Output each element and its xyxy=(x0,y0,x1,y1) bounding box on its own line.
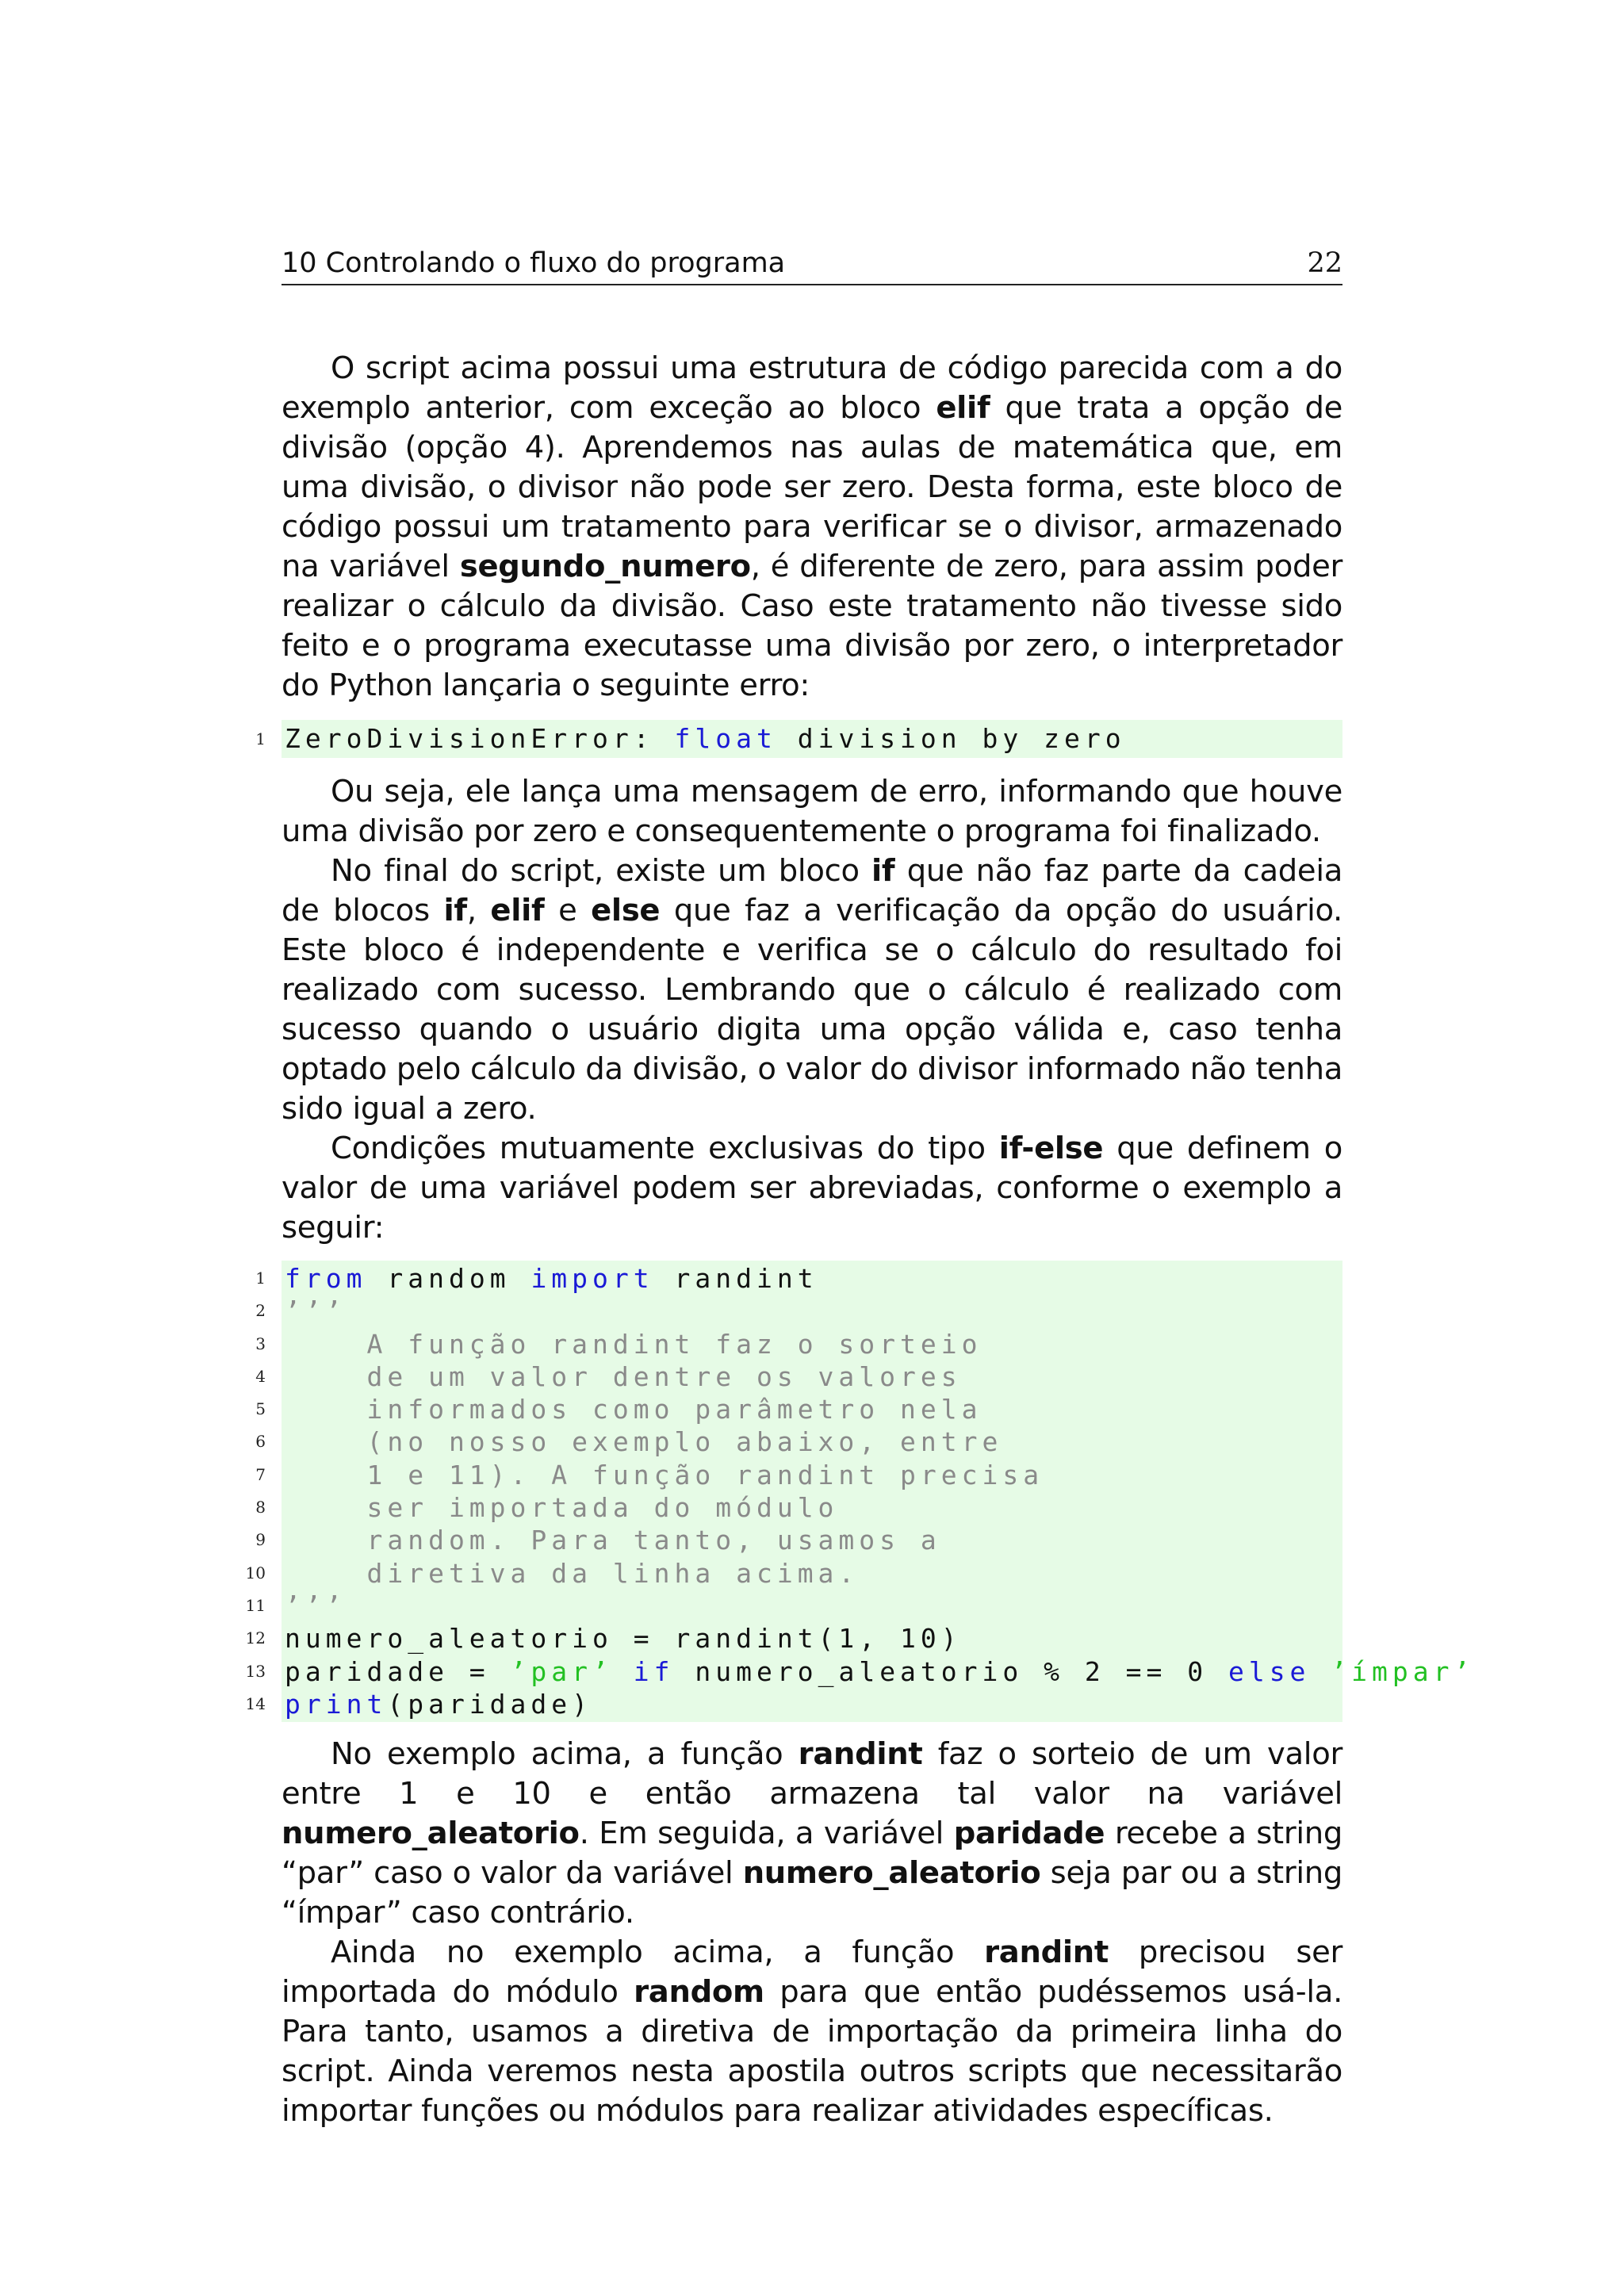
text-run: Ainda no exemplo acima, a função xyxy=(331,1934,985,1971)
line-number: 5 xyxy=(255,1399,266,1419)
code-comment: 1 e 11). A função randint precisa xyxy=(285,1459,1044,1490)
code-keyword: if xyxy=(633,1655,675,1687)
code-keyword: from xyxy=(285,1263,367,1294)
code-line xyxy=(245,1655,1475,1688)
code-text: paridade = xyxy=(285,1655,511,1687)
code-line xyxy=(255,720,1342,758)
code-keyword: else xyxy=(1228,1655,1311,1687)
line-number: 14 xyxy=(245,1693,266,1713)
keyword-if: if xyxy=(443,893,467,928)
code-text: random xyxy=(366,1263,531,1294)
paragraph-if-else xyxy=(282,1129,1342,1248)
line-number: 2 xyxy=(255,1301,266,1321)
keyword-elif: elif xyxy=(936,390,990,426)
code-keyword: float xyxy=(674,723,777,754)
variable-numero-aleatorio: numero_aleatorio xyxy=(742,1855,1041,1892)
text-run: para que então pudéssemos usá-la. Para tanto, usamos a diretiva de importação da primeira linha do script. Ainda veremos nesta apostila outros scripts que necessitarão importar funções ou módulos para realizar atividades específicas. xyxy=(282,1974,1343,2130)
code-line xyxy=(255,1295,1342,1327)
text-run: No exemplo acima, a função xyxy=(331,1736,799,1773)
code-line xyxy=(255,1524,1342,1556)
variable-paridade: paridade xyxy=(953,1816,1105,1852)
function-randint: randint xyxy=(798,1736,923,1773)
text-run: , é diferente de zero, para assim poder realizar o cálculo da divisão. Caso este tratamento não tivesse sido feito e o programa executasse uma divisão por zero, o interpretador do Python lançaria o seguinte erro: xyxy=(282,549,1343,703)
code-text: numero_aleatorio % 2 == 0 xyxy=(674,1655,1228,1687)
text-run: que faz a verificação da opção do usuário. Este bloco é independente e verifica se o cálculo do resultado foi realizado com sucesso. Lembrando que o cálculo é realizado com sucesso quando o usuário digita uma opção válida e, caso tenha optado pelo cálculo da divisão, o valor do divisor informado não tenha sido igual a zero. xyxy=(282,893,1342,1127)
code-line xyxy=(255,1491,1342,1524)
module-random: random xyxy=(634,1974,764,2011)
code-line xyxy=(245,1590,1342,1622)
line-number: 11 xyxy=(245,1595,266,1615)
code-string: ’par’ xyxy=(510,1655,613,1687)
code-text: division by zero xyxy=(797,723,1126,754)
code-line xyxy=(255,1459,1342,1491)
line-number: 1 xyxy=(255,729,266,748)
text-run: . Em seguida, a variável xyxy=(579,1816,954,1852)
variable-numero-aleatorio: numero_aleatorio xyxy=(282,1816,580,1852)
page-number: 22 xyxy=(1307,247,1342,279)
line-number: 7 xyxy=(255,1464,266,1484)
code-line xyxy=(245,1688,1342,1720)
text-run: faz o sorteio de um valor entre 1 e 10 e então armazena tal valor na variável xyxy=(282,1736,1342,1812)
text-run: Condições mutuamente exclusivas do tipo xyxy=(331,1131,999,1166)
text-run: recebe a string “par” caso o valor da variável xyxy=(282,1816,1342,1892)
line-number: 13 xyxy=(245,1661,266,1681)
code-line xyxy=(245,1622,1342,1655)
code-comment: ser importada do módulo xyxy=(285,1492,839,1524)
code-line xyxy=(255,1328,1342,1360)
code-block-error xyxy=(255,720,1342,758)
code-comment: informados como parâmetro nela xyxy=(285,1394,982,1425)
keyword-elif: elif xyxy=(490,893,545,928)
line-number: 3 xyxy=(255,1334,266,1353)
code-line xyxy=(255,1425,1342,1458)
text-run: que não faz parte da cadeia de blocos xyxy=(282,853,1343,928)
line-number: 1 xyxy=(255,1269,266,1288)
code-comment: de um valor dentre os valores xyxy=(285,1360,962,1392)
code-line xyxy=(255,1393,1342,1425)
code-text xyxy=(1310,1656,1331,1687)
line-number: 10 xyxy=(245,1563,266,1582)
keyword-if-else: if-else xyxy=(998,1131,1104,1166)
code-string: ’ímpar’ xyxy=(1331,1655,1475,1687)
code-comment: A função randint faz o sorteio xyxy=(285,1328,982,1360)
text-run: e xyxy=(544,893,592,928)
code-text: (paridade) xyxy=(387,1688,593,1720)
keyword-else: else xyxy=(591,893,661,928)
keyword-if: if xyxy=(871,853,895,889)
code-comment: diretiva da linha acima. xyxy=(285,1557,860,1589)
text-run: precisou ser importada do módulo xyxy=(282,1934,1342,2011)
code-comment: random. Para tanto, usamos a xyxy=(285,1525,941,1556)
code-comment: ’’’ xyxy=(285,1295,347,1327)
code-keyword: print xyxy=(285,1688,388,1720)
code-text: randint xyxy=(653,1263,818,1294)
paragraph-import-explanation xyxy=(282,1933,1342,2131)
text-run: No final do script, existe um bloco xyxy=(331,853,872,889)
variable-segundo-numero: segundo_numero xyxy=(459,549,751,584)
line-number: 4 xyxy=(255,1366,266,1386)
text-run: que definem o valor de uma variável podem ser abreviadas, conforme o exemplo a seguir: xyxy=(282,1131,1342,1246)
paragraph-intro xyxy=(282,349,1342,706)
code-block-randint xyxy=(245,1261,1475,1722)
paragraph-error-explanation: Ou seja, ele lança uma mensagem de erro, informando que houve uma divisão por zero e consequentemente o programa foi finalizado. xyxy=(282,774,1342,849)
text-run: O script acima possui uma estrutura de código parecida com a do exemplo anterior, com exceção ao bloco xyxy=(282,350,1342,426)
code-line xyxy=(245,1557,1342,1590)
line-number: 6 xyxy=(255,1432,266,1452)
text-run: que trata a opção de divisão (opção 4). Aprendemos nas aulas de matemática que, em uma divisão, o divisor não pode ser zero. Desta forma, este bloco de código possui um tratamento para verificar se o divisor, armazenado na variável xyxy=(282,390,1342,584)
running-header xyxy=(282,244,1342,285)
code-line xyxy=(255,1262,1342,1295)
chapter-title: 10 Controlando o fluxo do programa xyxy=(282,247,786,279)
code-comment: (no nosso exemplo abaixo, entre xyxy=(285,1426,1003,1458)
line-number: 8 xyxy=(255,1498,266,1517)
code-keyword: import xyxy=(530,1263,654,1294)
code-line xyxy=(255,1360,1342,1393)
function-randint: randint xyxy=(984,1934,1109,1971)
line-number: 12 xyxy=(245,1628,266,1648)
code-text: ZeroDivisionError: xyxy=(285,723,654,754)
code-text xyxy=(613,1656,634,1687)
text-run: seja par ou a string “ímpar” caso contrário. xyxy=(282,1855,1342,1931)
code-comment: ’’’ xyxy=(285,1590,347,1621)
code-text: numero_aleatorio = randint(1, 10) xyxy=(285,1623,962,1655)
line-number: 9 xyxy=(255,1530,266,1550)
paragraph-if-block xyxy=(282,851,1342,1129)
page-content xyxy=(245,349,1475,2131)
paragraph-randint-explanation xyxy=(282,1735,1342,1933)
text-run: , xyxy=(466,893,491,928)
